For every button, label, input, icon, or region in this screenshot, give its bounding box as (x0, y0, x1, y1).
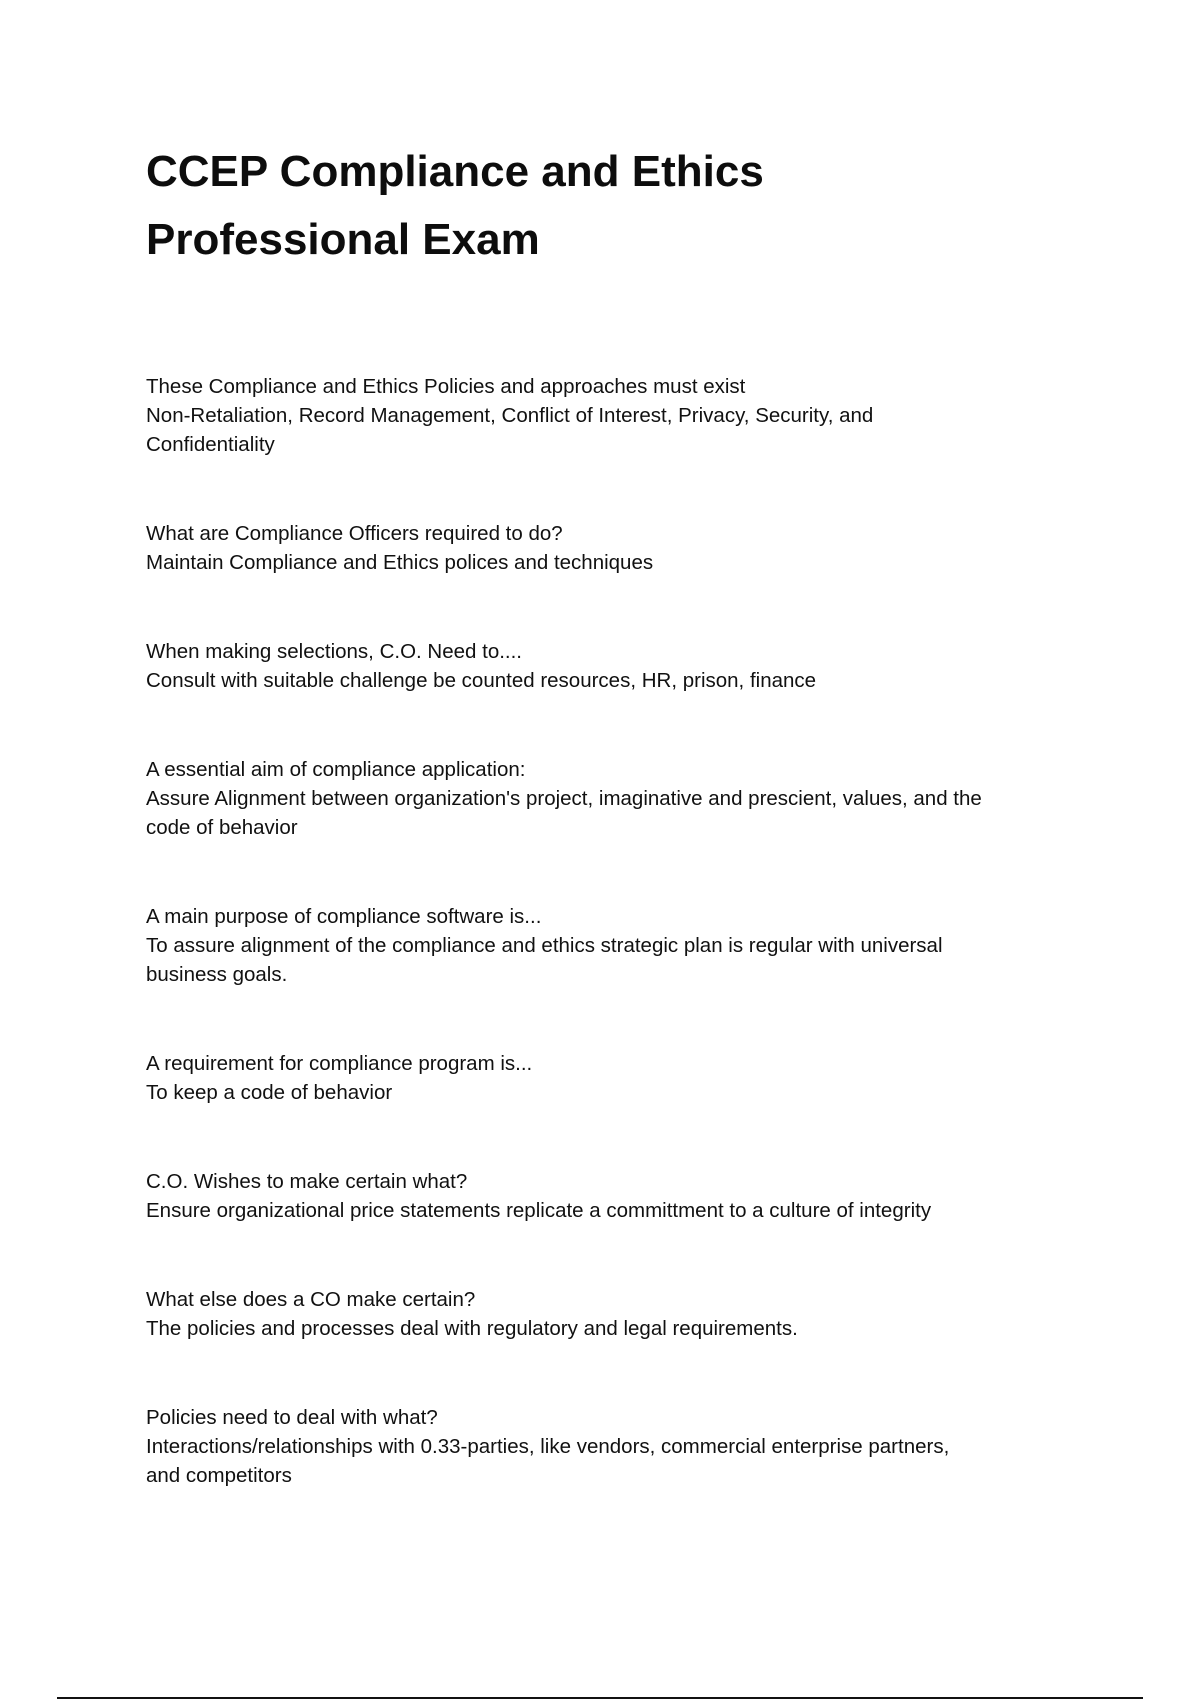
footer-divider (57, 1697, 1143, 1699)
qa-question: These Compliance and Ethics Policies and approaches must exist (146, 375, 746, 398)
qa-answer-line: The policies and processes deal with regulatory and legal requirements. (146, 1317, 798, 1340)
qa-item (146, 902, 1066, 989)
qa-answer-line: Non-Retaliation, Record Management, Conflict of Interest, Privacy, Security, and (146, 404, 874, 427)
qa-item (146, 1049, 1066, 1107)
qa-item (146, 755, 1066, 842)
qa-question: Policies need to deal with what? (146, 1406, 438, 1429)
qa-answer-line: To assure alignment of the compliance and ethics strategic plan is regular with universal (146, 934, 943, 957)
qa-answer-line: Interactions/relationships with 0.33-parties, like vendors, commercial enterprise partners, (146, 1435, 950, 1458)
qa-answer-line: Consult with suitable challenge be counted resources, HR, prison, finance (146, 669, 817, 692)
qa-answer-line: Assure Alignment between organization's project, imaginative and prescient, values, and the (146, 787, 982, 810)
qa-item (146, 372, 1066, 459)
qa-question: A requirement for compliance program is... (146, 1052, 533, 1075)
page-title (146, 138, 1046, 274)
qa-question: A main purpose of compliance software is... (146, 905, 542, 928)
title-line-2: Professional Exam (146, 215, 540, 264)
qa-question: What else does a CO make certain? (146, 1288, 476, 1311)
qa-item (146, 519, 1066, 577)
qa-answer-line: business goals. (146, 963, 288, 986)
qa-item (146, 1285, 1066, 1343)
qa-question: C.O. Wishes to make certain what? (146, 1170, 468, 1193)
qa-answer-line: Ensure organizational price statements replicate a committment to a culture of integrity (146, 1199, 932, 1222)
qa-answer-line: To keep a code of behavior (146, 1081, 393, 1104)
qa-answer-line: code of behavior (146, 816, 298, 839)
qa-question: What are Compliance Officers required to do? (146, 522, 563, 545)
qa-item (146, 1167, 1066, 1225)
title-line-1: CCEP Compliance and Ethics (146, 147, 764, 196)
qa-question: A essential aim of compliance application: (146, 758, 526, 781)
qa-list (146, 372, 1066, 1550)
qa-item (146, 1403, 1066, 1490)
qa-answer-line: Maintain Compliance and Ethics polices and techniques (146, 551, 654, 574)
qa-item (146, 637, 1066, 695)
qa-answer-line: and competitors (146, 1464, 292, 1487)
qa-answer-line: Confidentiality (146, 433, 275, 456)
qa-question: When making selections, C.O. Need to.... (146, 640, 522, 663)
